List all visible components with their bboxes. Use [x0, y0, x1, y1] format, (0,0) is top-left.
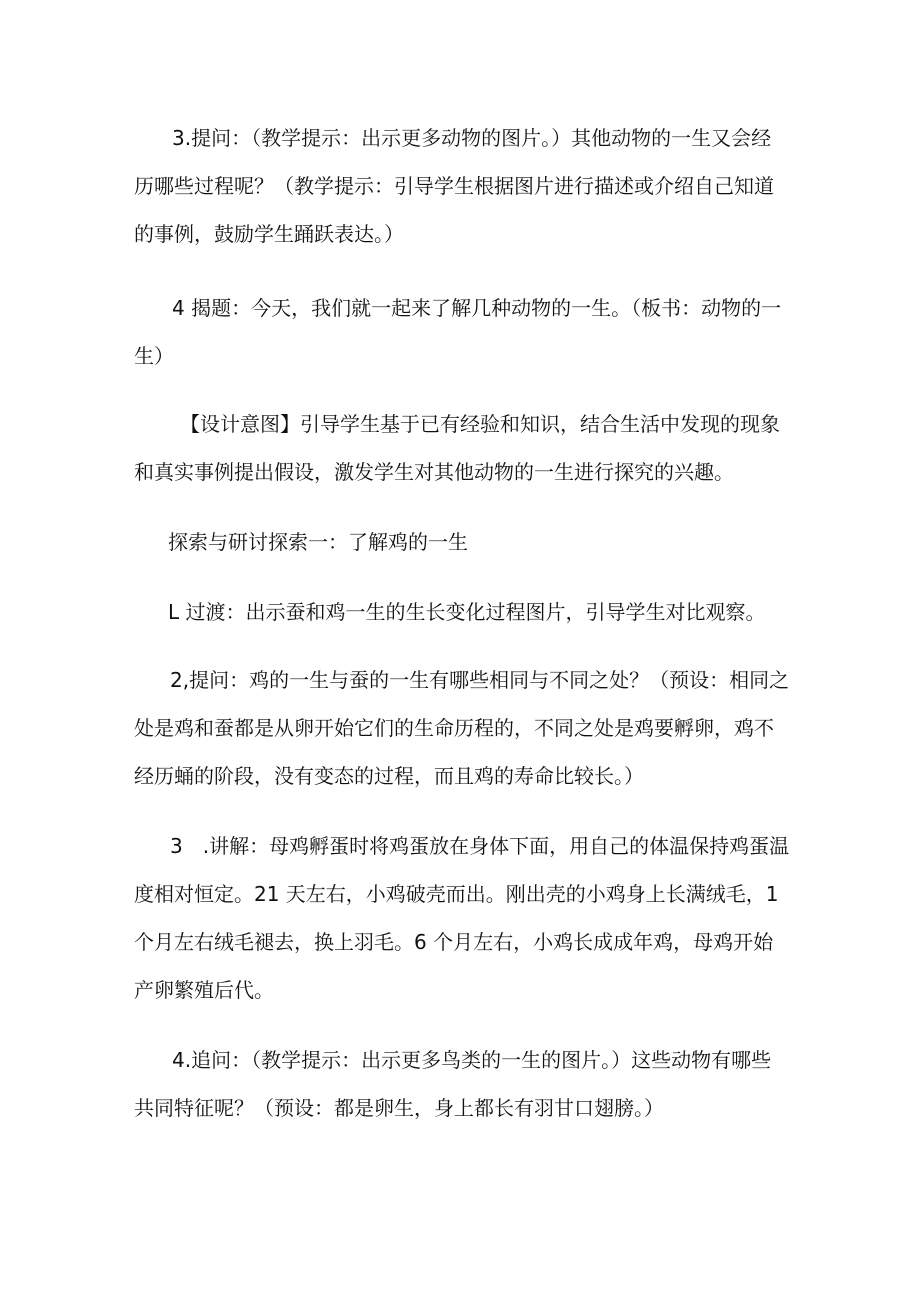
paragraph-compare-question — [134, 656, 794, 800]
paragraph-explanation — [134, 822, 794, 1014]
paragraph-design-intent — [134, 400, 794, 496]
text-line: 个月左右绒毛褪去，换上羽毛。6 个月左右，小鸡长成成年鸡，母鸡开始 — [134, 930, 774, 954]
paragraph-follow-up-question — [134, 1036, 794, 1132]
text-line: 度相对恒定。21 天左右，小鸡破壳而出。刚出壳的小鸡身上长满绒毛，1 — [134, 882, 779, 906]
text-line: 4.追问：（教学提示：出示更多鸟类的一生的图片。）这些动物有哪些 — [172, 1048, 772, 1072]
text-line: 和真实事例提出假设，激发学生对其他动物的一生进行探究的兴趣。 — [134, 460, 734, 484]
paragraph-reveal-topic — [134, 284, 794, 380]
text-line: 2,提问：鸡的一生与蚕的一生有哪些相同与不同之处？（预设：相同之 — [170, 668, 790, 692]
text-line: 处是鸡和蚕都是从卵开始它们的生命历程的，不同之处是鸡要孵卵，鸡不 — [134, 716, 774, 740]
text-line: 的事例，鼓励学生踊跃表达。） — [134, 222, 404, 246]
text-line: 经历蛹的阶段，没有变态的过程，而且鸡的寿命比较长。） — [134, 764, 644, 788]
text-line: 探索与研讨探索一：了解鸡的一生 — [168, 530, 468, 554]
paragraph-transition — [134, 588, 794, 636]
text-line: 历哪些过程呢？（教学提示：引导学生根据图片进行描述或介绍自己知道 — [134, 174, 774, 198]
text-line: 3.提问：（教学提示：出示更多动物的图片。）其他动物的一生又会经 — [172, 126, 772, 150]
text-line: 4 揭题：今天，我们就一起来了解几种动物的一生。（板书：动物的一 — [172, 296, 782, 320]
text-line: 产卵繁殖后代。 — [134, 978, 274, 1002]
text-line: 生） — [134, 344, 174, 368]
text-line: 3 .讲解：母鸡孵蛋时将鸡蛋放在身体下面，用自己的体温保持鸡蛋温 — [170, 834, 790, 858]
section-heading-explore-chicken — [134, 518, 794, 566]
text-line: 共同特征呢？（预设：都是卵生，身上都长有羽甘口翅膀。） — [134, 1096, 664, 1120]
paragraph-ask-other-animals — [134, 114, 794, 258]
text-line: 【设计意图】引导学生基于已有经验和知识，结合生活中发现的现象 — [180, 412, 780, 436]
text-line: L 过渡：出示蚕和鸡一生的生长变化过程图片，引导学生对比观察。 — [168, 600, 766, 624]
